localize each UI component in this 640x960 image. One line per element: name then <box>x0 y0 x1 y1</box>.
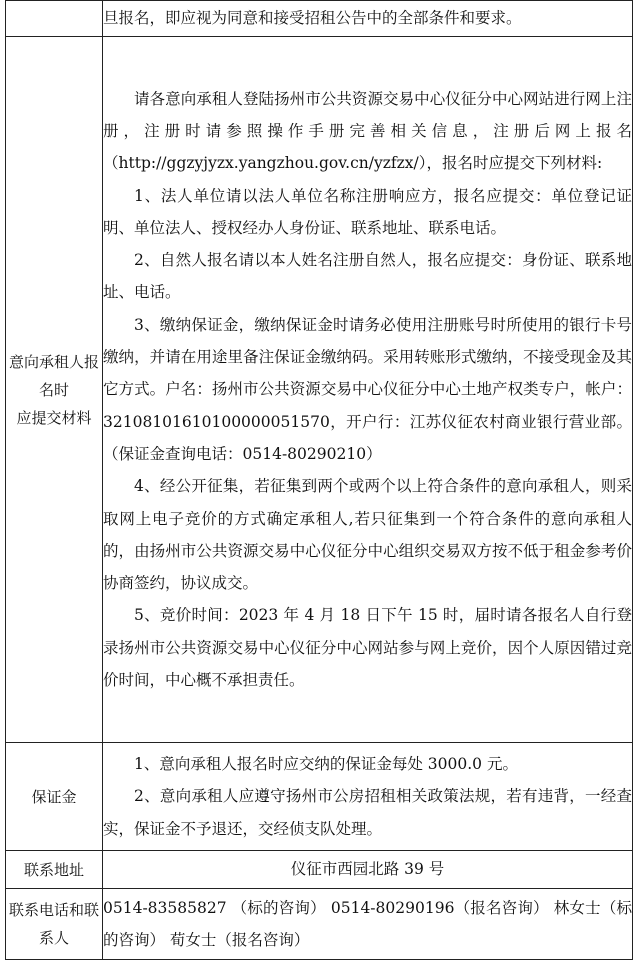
address-label: 联系地址 <box>6 851 103 889</box>
materials-paragraph: 4、经公开征集，若征集到两个或两个以上符合条件的意向承租人，则采取网上电子竞价的方式确定承租人,若只征集到一个符合条件的意向承租人的，由扬州市公共资源交易中心仪征分中心组织交易双方按不低于租金参考价协商签约，协议成交。 <box>103 477 632 593</box>
top-row <box>6 1 633 37</box>
deposit-content <box>103 743 633 851</box>
materials-label-line-1: 意向承租人报 <box>8 352 99 371</box>
top-line: 旦报名，即应视为同意和接受招租公告中的全部条件和要求。 <box>103 9 522 28</box>
materials-paragraph: 3、缴纳保证金，缴纳保证金时请务必使用注册账号时所使用的银行卡号缴纳，并请在用途里备注保证金缴纳码。采用转账形式缴纳，不接受现金及其它方式。户名：扬州市公共资源交易中心仪征分中心土地产权类专户，帐户：32108101610100000051570，开户行：江苏仪征农村商业银行营业部。（保证金查询电话：0514-80290210） <box>103 315 632 463</box>
materials-label-line-2: 名时 <box>38 380 69 399</box>
contact-content <box>103 889 633 960</box>
contact-value: 0514-83585827 （标的咨询） 0514-80290196（报名咨询） 林女士（标的咨询） 荀女士（报名咨询） <box>103 898 632 949</box>
contact-label: 联系电话和联系人 <box>6 889 103 960</box>
materials-content <box>103 37 633 743</box>
materials-paragraph: 1、法人单位请以法人单位名称注册响应方，报名应提交：单位登记证明、单位法人、授权经办人身份证、联系地址、联系电话。 <box>103 186 632 237</box>
materials-label-line-3: 应提交材料 <box>16 408 92 427</box>
deposit-row <box>6 743 633 851</box>
deposit-paragraph: 1、意向承租人报名时应交纳的保证金每处 3000.0 元。 <box>134 755 518 774</box>
address-row <box>6 851 633 889</box>
address-content <box>103 851 633 889</box>
materials-label <box>6 37 103 743</box>
address-value: 仪征市西园北路 39 号 <box>290 860 445 879</box>
materials-paragraph: 2、自然人报名请以本人姓名注册自然人，报名应提交：身份证、联系地址、电话。 <box>103 251 632 302</box>
top-content-cell <box>103 1 633 37</box>
deposit-label: 保证金 <box>6 743 103 851</box>
materials-paragraph: 5、竞价时间：2023 年 4 月 18 日下午 15 时，届时请各报名人自行登录扬州市公共资源交易中心仪征分中心网站参与网上竞价，因个人原因错过竞价时间，中心概不承担责任。 <box>103 606 632 690</box>
notice-table <box>5 0 633 960</box>
materials-row <box>6 37 633 743</box>
materials-paragraph: 请各意向承租人登陆扬州市公共资源交易中心仪征分中心网站进行网上注册，注册时请参照操作手册完善相关信息，注册后网上报名（http://ggzyjyzx.yangzhou.gov.cn/yzfzx/），报名时应提交下列材料: <box>103 89 632 173</box>
top-label-cell <box>6 1 103 37</box>
deposit-paragraph: 2、意向承租人应遵守扬州市公房招租相关政策法规，若有违背，一经查实，保证金不予退还，交经侦支队处理。 <box>103 787 632 838</box>
contact-row <box>6 889 633 960</box>
